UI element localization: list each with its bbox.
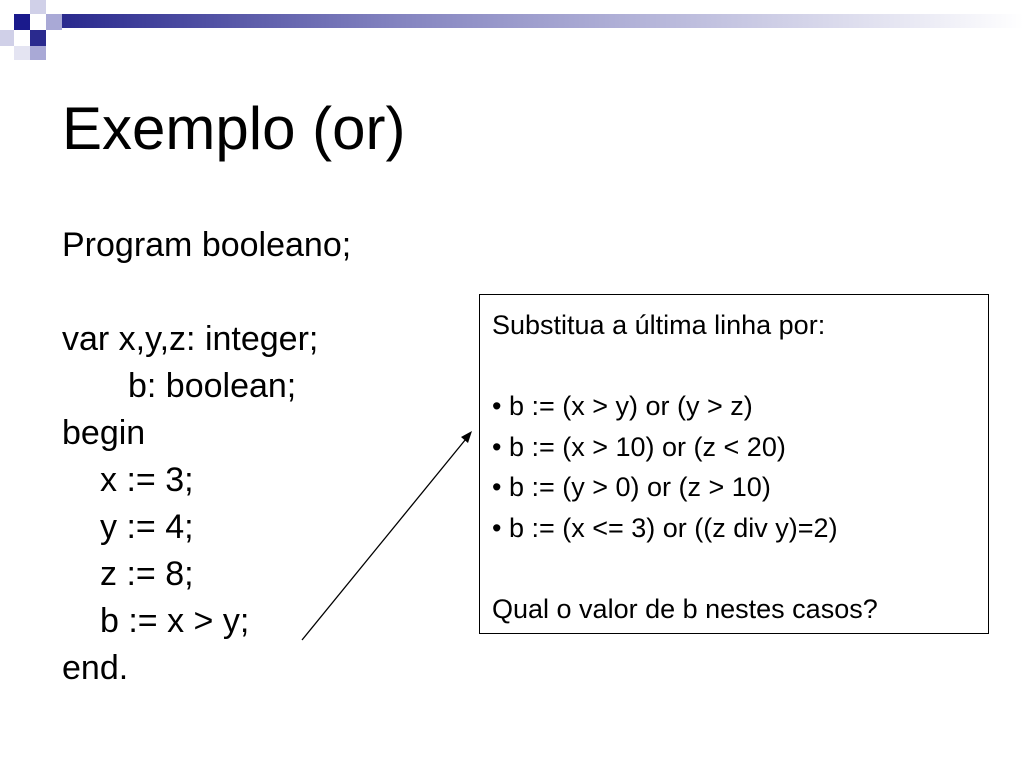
callout-heading: Substitua a última linha por: (492, 310, 826, 340)
code-line-begin: begin (62, 414, 146, 452)
code-line-end: end. (62, 649, 129, 687)
code-line-assign-x: x := 3; (100, 461, 194, 499)
code-line-program: Program booleano; (62, 226, 352, 264)
code-line-assign-z: z := 8; (100, 555, 194, 593)
callout-spacer-2 (492, 548, 976, 589)
deco-square-navy-2 (30, 30, 46, 46)
deco-square-light-left (0, 30, 14, 46)
deco-square-lavender-2 (30, 46, 46, 60)
callout-bullet-1: • b := (x > y) or (y > z) (492, 391, 753, 421)
substitution-callout-box (479, 294, 989, 634)
code-line-boolean-decl: b: boolean; (128, 367, 297, 405)
arrow-head (461, 431, 472, 443)
deco-square-light-bottom (14, 46, 30, 60)
slide-title: Exemplo (or) (62, 95, 406, 162)
callout-question: Qual o valor de b nestes casos? (492, 593, 878, 624)
callout-bullet-4: • b := (x <= 3) or ((z div y)=2) (492, 512, 838, 543)
decorative-header-band (0, 0, 1024, 70)
callout-spacer (492, 346, 976, 387)
code-line-assign-y: y := 4; (100, 508, 194, 546)
code-line-var: var x,y,z: integer; (62, 320, 319, 358)
callout-bullet-2: • b := (x > 10) or (z < 20) (492, 431, 786, 462)
deco-square-light-top (30, 0, 46, 14)
header-gradient-bar (62, 14, 1024, 28)
deco-square-navy (14, 14, 30, 30)
callout-bullet-3: • b := (y > 0) or (z > 10) (492, 472, 771, 502)
code-listing (62, 222, 351, 692)
deco-square-lavender (46, 14, 62, 30)
code-line-assign-b: b := x > y; (100, 602, 250, 640)
code-blank-line (62, 269, 351, 316)
